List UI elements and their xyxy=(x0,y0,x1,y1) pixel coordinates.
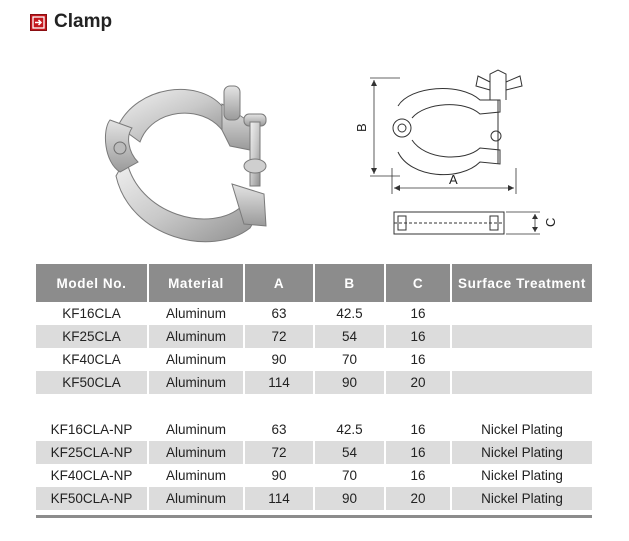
cell-b: 90 xyxy=(314,371,385,394)
cell-a: 90 xyxy=(244,464,314,487)
cell-model: KF16CLA-NP xyxy=(50,422,133,437)
cell-surface: Nickel Plating xyxy=(451,441,592,464)
cell-b: 70 xyxy=(314,464,385,487)
cell-surface: Nickel Plating xyxy=(451,418,592,441)
cell-b: 42.5 xyxy=(314,418,385,441)
table-row xyxy=(36,441,592,464)
cell-c: 20 xyxy=(385,371,451,394)
cell-c: 16 xyxy=(385,464,451,487)
cell-model: KF40CLA-NP xyxy=(50,468,133,483)
cell-model: KF40CLA xyxy=(62,352,121,367)
cell-material: Aluminum xyxy=(148,487,244,510)
cell-material: Aluminum xyxy=(148,441,244,464)
cell-b: 54 xyxy=(314,325,385,348)
cell-b: 70 xyxy=(314,348,385,371)
table-header-row xyxy=(36,264,592,302)
cell-model: KF50CLA xyxy=(36,371,148,394)
cell-c: 20 xyxy=(385,487,451,510)
dimension-a-label: A xyxy=(449,172,458,187)
cell-c: 16 xyxy=(385,302,451,325)
table-row xyxy=(36,325,592,348)
cell-material: Aluminum xyxy=(148,348,244,371)
cell-surface xyxy=(451,325,592,348)
cell-c: 16 xyxy=(385,441,451,464)
table-spacer-row xyxy=(36,394,592,418)
cell-surface xyxy=(451,302,592,325)
cell-b: 42.5 xyxy=(314,302,385,325)
cell-a: 90 xyxy=(244,348,314,371)
section-header xyxy=(30,9,112,35)
cell-surface xyxy=(451,348,592,371)
cell-a: 63 xyxy=(244,302,314,325)
cell-a: 63 xyxy=(244,418,314,441)
clamp-dimension-drawing xyxy=(340,56,580,246)
arrow-in-box-icon xyxy=(30,14,47,31)
table-row xyxy=(36,464,592,487)
cell-material: Aluminum xyxy=(148,371,244,394)
cell-material: Aluminum xyxy=(148,418,244,441)
cell-model: KF25CLA-NP xyxy=(36,441,148,464)
cell-b: 54 xyxy=(314,441,385,464)
cell-a: 114 xyxy=(244,487,314,510)
cell-c: 16 xyxy=(385,418,451,441)
cell-c: 16 xyxy=(385,348,451,371)
cell-a: 72 xyxy=(244,441,314,464)
table-row xyxy=(36,418,592,441)
cell-surface xyxy=(451,371,592,394)
section-title: Clamp xyxy=(54,11,113,32)
cell-model: KF16CLA xyxy=(62,306,121,321)
cell-model: KF25CLA xyxy=(36,325,148,348)
header-a: A xyxy=(244,264,314,302)
header-surface-treatment: Surface Treatment xyxy=(451,264,592,302)
header-c: C xyxy=(385,264,451,302)
table-row xyxy=(36,371,592,394)
cell-surface: Nickel Plating xyxy=(451,464,592,487)
table-bottom-rule xyxy=(36,515,592,518)
header-material: Material xyxy=(148,264,244,302)
cell-a: 114 xyxy=(244,371,314,394)
cell-c: 16 xyxy=(385,325,451,348)
table-row xyxy=(36,302,592,325)
dimension-b-label: B xyxy=(354,123,369,132)
cell-b: 90 xyxy=(314,487,385,510)
cell-material: Aluminum xyxy=(148,325,244,348)
cell-model: KF50CLA-NP xyxy=(36,487,148,510)
dimension-c-label: C xyxy=(543,217,558,227)
table-row xyxy=(36,348,592,371)
header-model-no: Model No. xyxy=(36,264,148,302)
header-b: B xyxy=(314,264,385,302)
cell-material: Aluminum xyxy=(148,302,244,325)
table-row xyxy=(36,487,592,510)
specifications-table xyxy=(36,264,592,510)
cell-a: 72 xyxy=(244,325,314,348)
cell-material: Aluminum xyxy=(148,464,244,487)
clamp-photo xyxy=(82,66,292,256)
cell-surface: Nickel Plating xyxy=(451,487,592,510)
